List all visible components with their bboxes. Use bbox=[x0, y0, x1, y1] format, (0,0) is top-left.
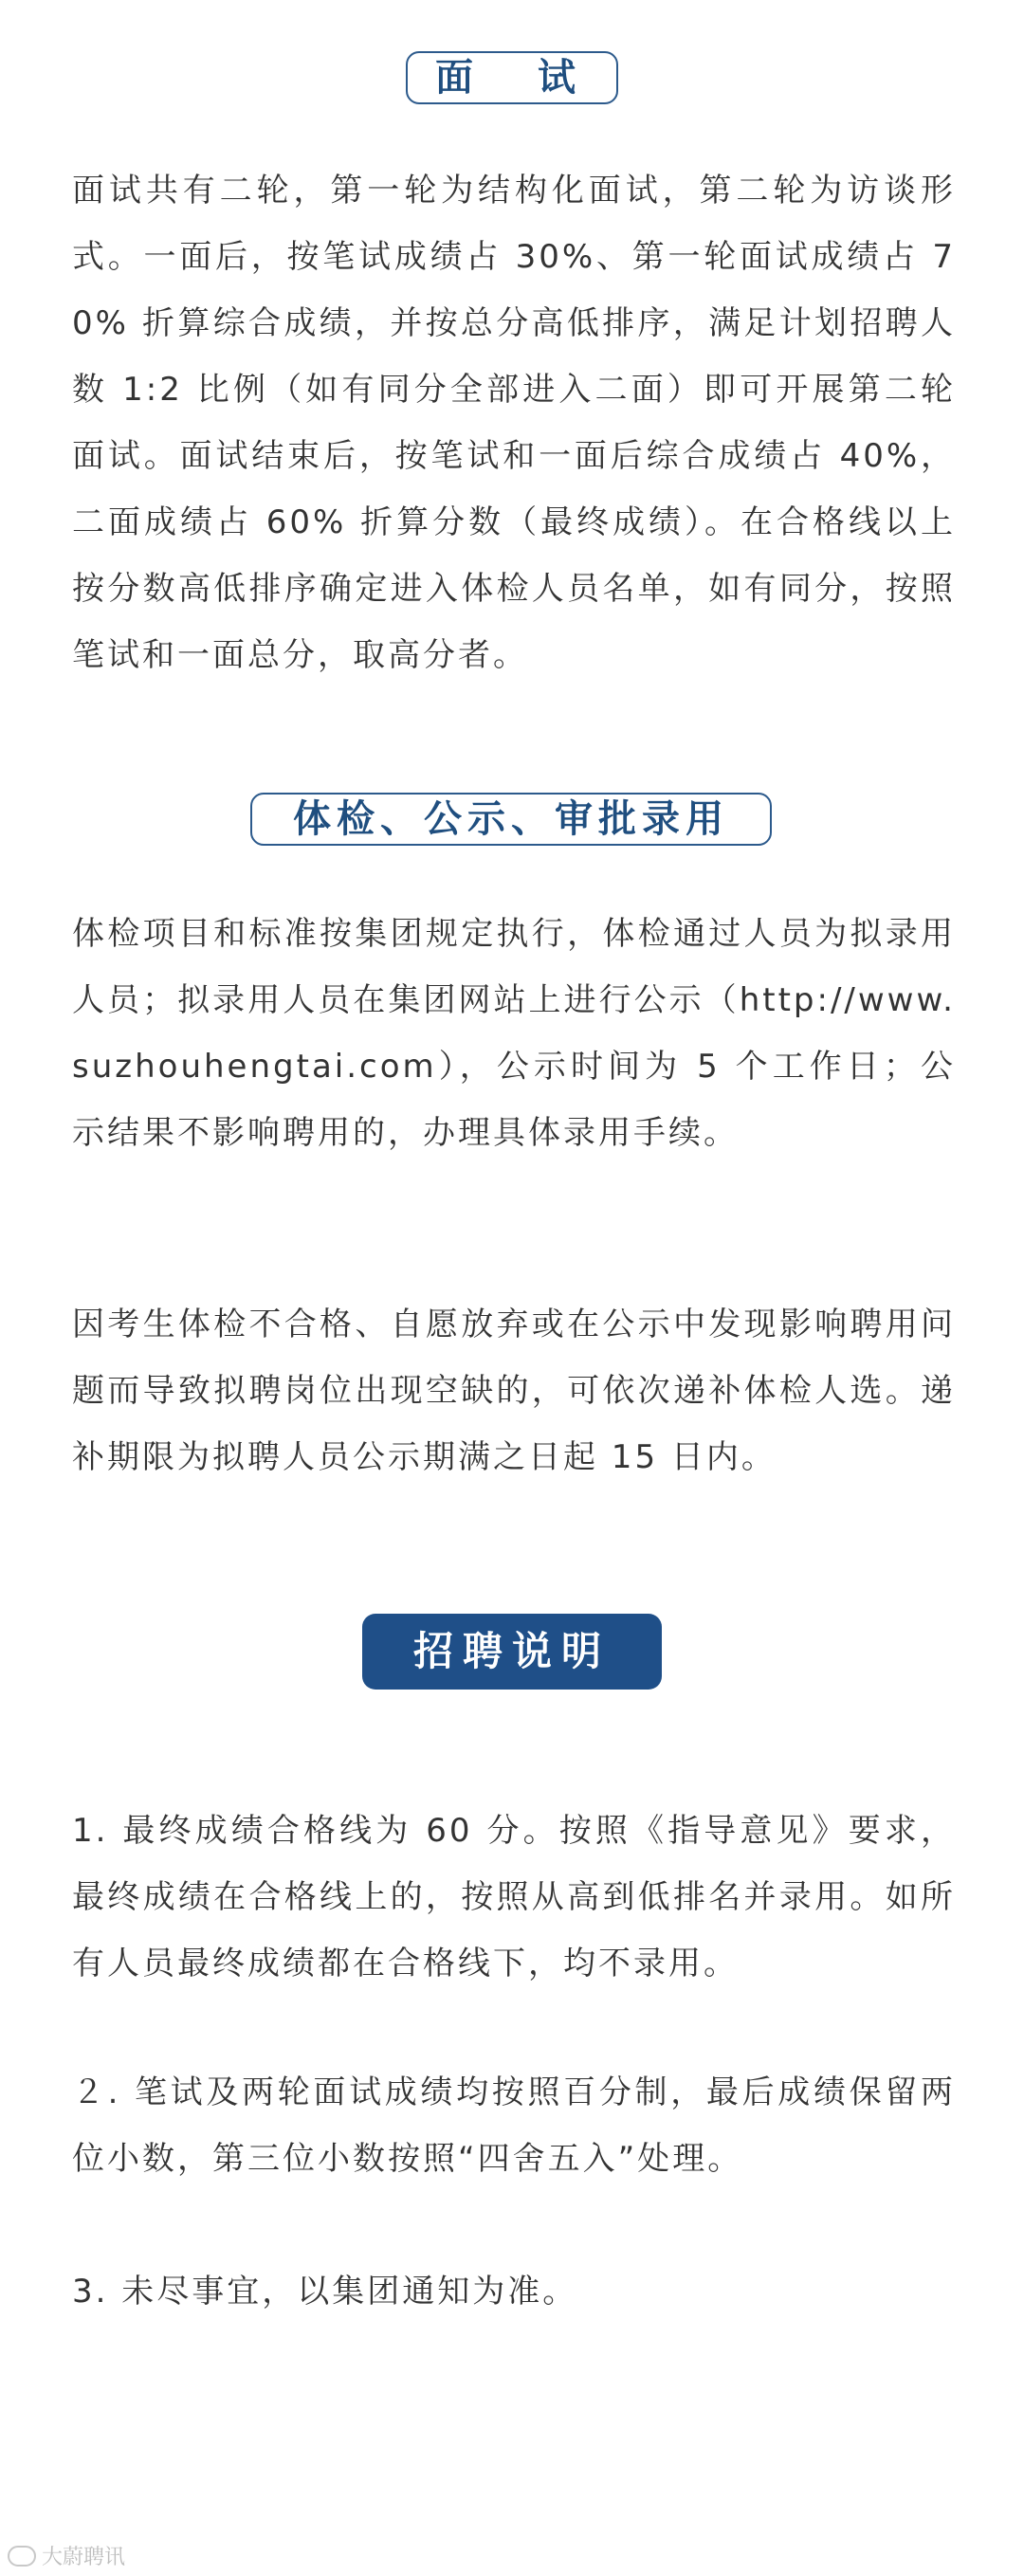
interview-heading bbox=[406, 51, 618, 104]
notes-item-2: ２. 笔试及两轮面试成绩均按照百分制，最后成绩保留两位小数，第三位小数按照“四舍五入”处理。 bbox=[72, 2074, 956, 2178]
physical-paragraph-2: 因考生体检不合格、自愿放弃或在公示中发现影响聘用问题而导致拟聘岗位出现空缺的，可依次递补体检人选。递补期限为拟聘人员公示期满之日起 15 日内。 bbox=[72, 1306, 956, 1476]
physical-paragraph-1: 体检项目和标准按集团规定执行，体检通过人员为拟录用人员；拟录用人员在集团网站上进行公示（http://www.suzhouhengtai.com），公示时间为 5 个工作日；公示结果不影响聘用的，办理具体录用手续。 bbox=[72, 915, 956, 1152]
watermark bbox=[8, 2541, 125, 2570]
notes-item-1: 1. 最终成绩合格线为 60 分。按照《指导意见》要求，最终成绩在合格线上的，按照从高到低排名并录用。如所有人员最终成绩都在合格线下，均不录用。 bbox=[72, 1812, 956, 1982]
physical-heading-text: 体检、公示、审批录用 bbox=[293, 797, 729, 841]
physical-heading bbox=[250, 793, 772, 846]
watermark-text: 大蔚聘讯 bbox=[42, 2546, 126, 2569]
watermark-logo-icon bbox=[8, 2546, 36, 2567]
interview-heading-text: 面 试 bbox=[435, 56, 589, 100]
notes-heading bbox=[362, 1614, 662, 1690]
interview-paragraph-1: 面试共有二轮，第一轮为结构化面试，第二轮为访谈形式。一面后，按笔试成绩占 30%、第一轮面试成绩占 70% 折算综合成绩，并按总分高低排序，满足计划招聘人数 1:2 比例（如有同分全部进入二面）即可开展第二轮面试。面试结束后，按笔试和一面后综合成绩占 40%，二面成绩占 60% 折算分数（最终成绩）。在合格线以上按分数高低排序确定进入体检人员名单，如有同分，按照笔试和一面总分，取高分者。 bbox=[72, 172, 956, 674]
notes-heading-text: 招聘说明 bbox=[412, 1628, 611, 1674]
notes-item-3: 3. 未尽事宜，以集团通知为准。 bbox=[72, 2273, 578, 2311]
